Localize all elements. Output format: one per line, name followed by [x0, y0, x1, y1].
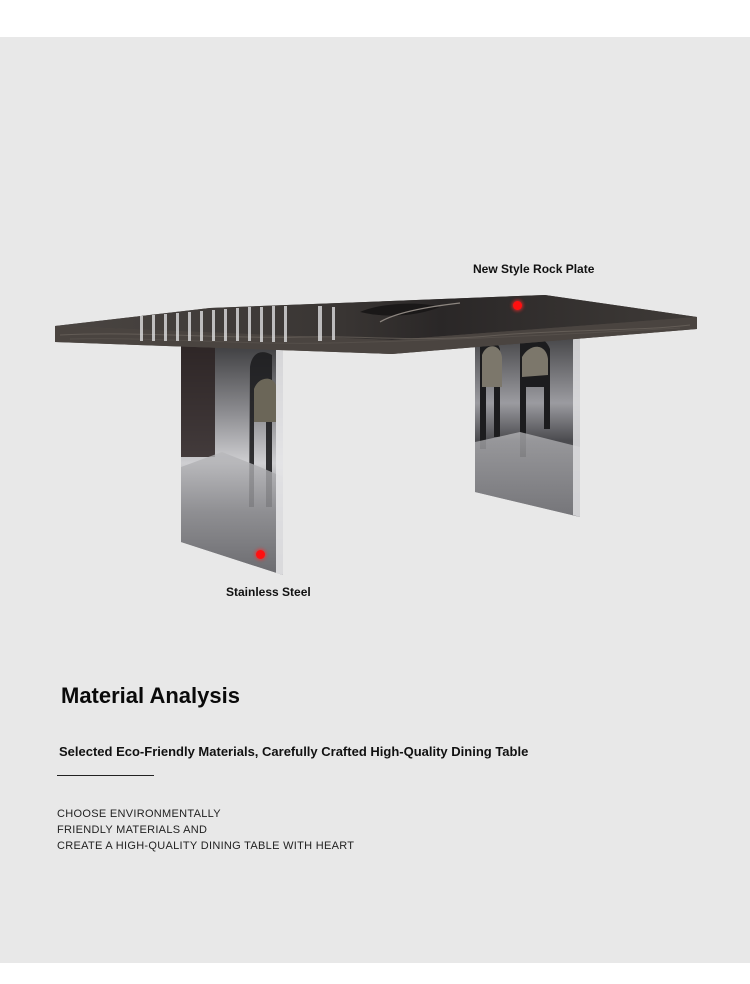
dining-table-image [0, 37, 750, 637]
rock-plate-marker [513, 301, 522, 310]
rock-plate-label: New Style Rock Plate [473, 262, 595, 276]
right-steel-leg [475, 327, 580, 517]
description-line: FRIENDLY MATERIALS AND [57, 824, 208, 836]
material-description [57, 806, 354, 854]
section-subtitle: Selected Eco-Friendly Materials, Carefully Crafted High-Quality Dining Table [59, 744, 529, 759]
section-title: Material Analysis [61, 683, 240, 708]
stainless-steel-label: Stainless Steel [226, 585, 311, 599]
rock-plate-tabletop [55, 295, 697, 354]
description-line: CREATE A HIGH-QUALITY DINING TABLE WITH HEART [57, 840, 355, 852]
left-steel-leg [181, 327, 283, 575]
title-divider [57, 775, 154, 776]
description-line: CHOOSE ENVIRONMENTALLY [57, 808, 221, 820]
stainless-steel-marker [256, 550, 265, 559]
